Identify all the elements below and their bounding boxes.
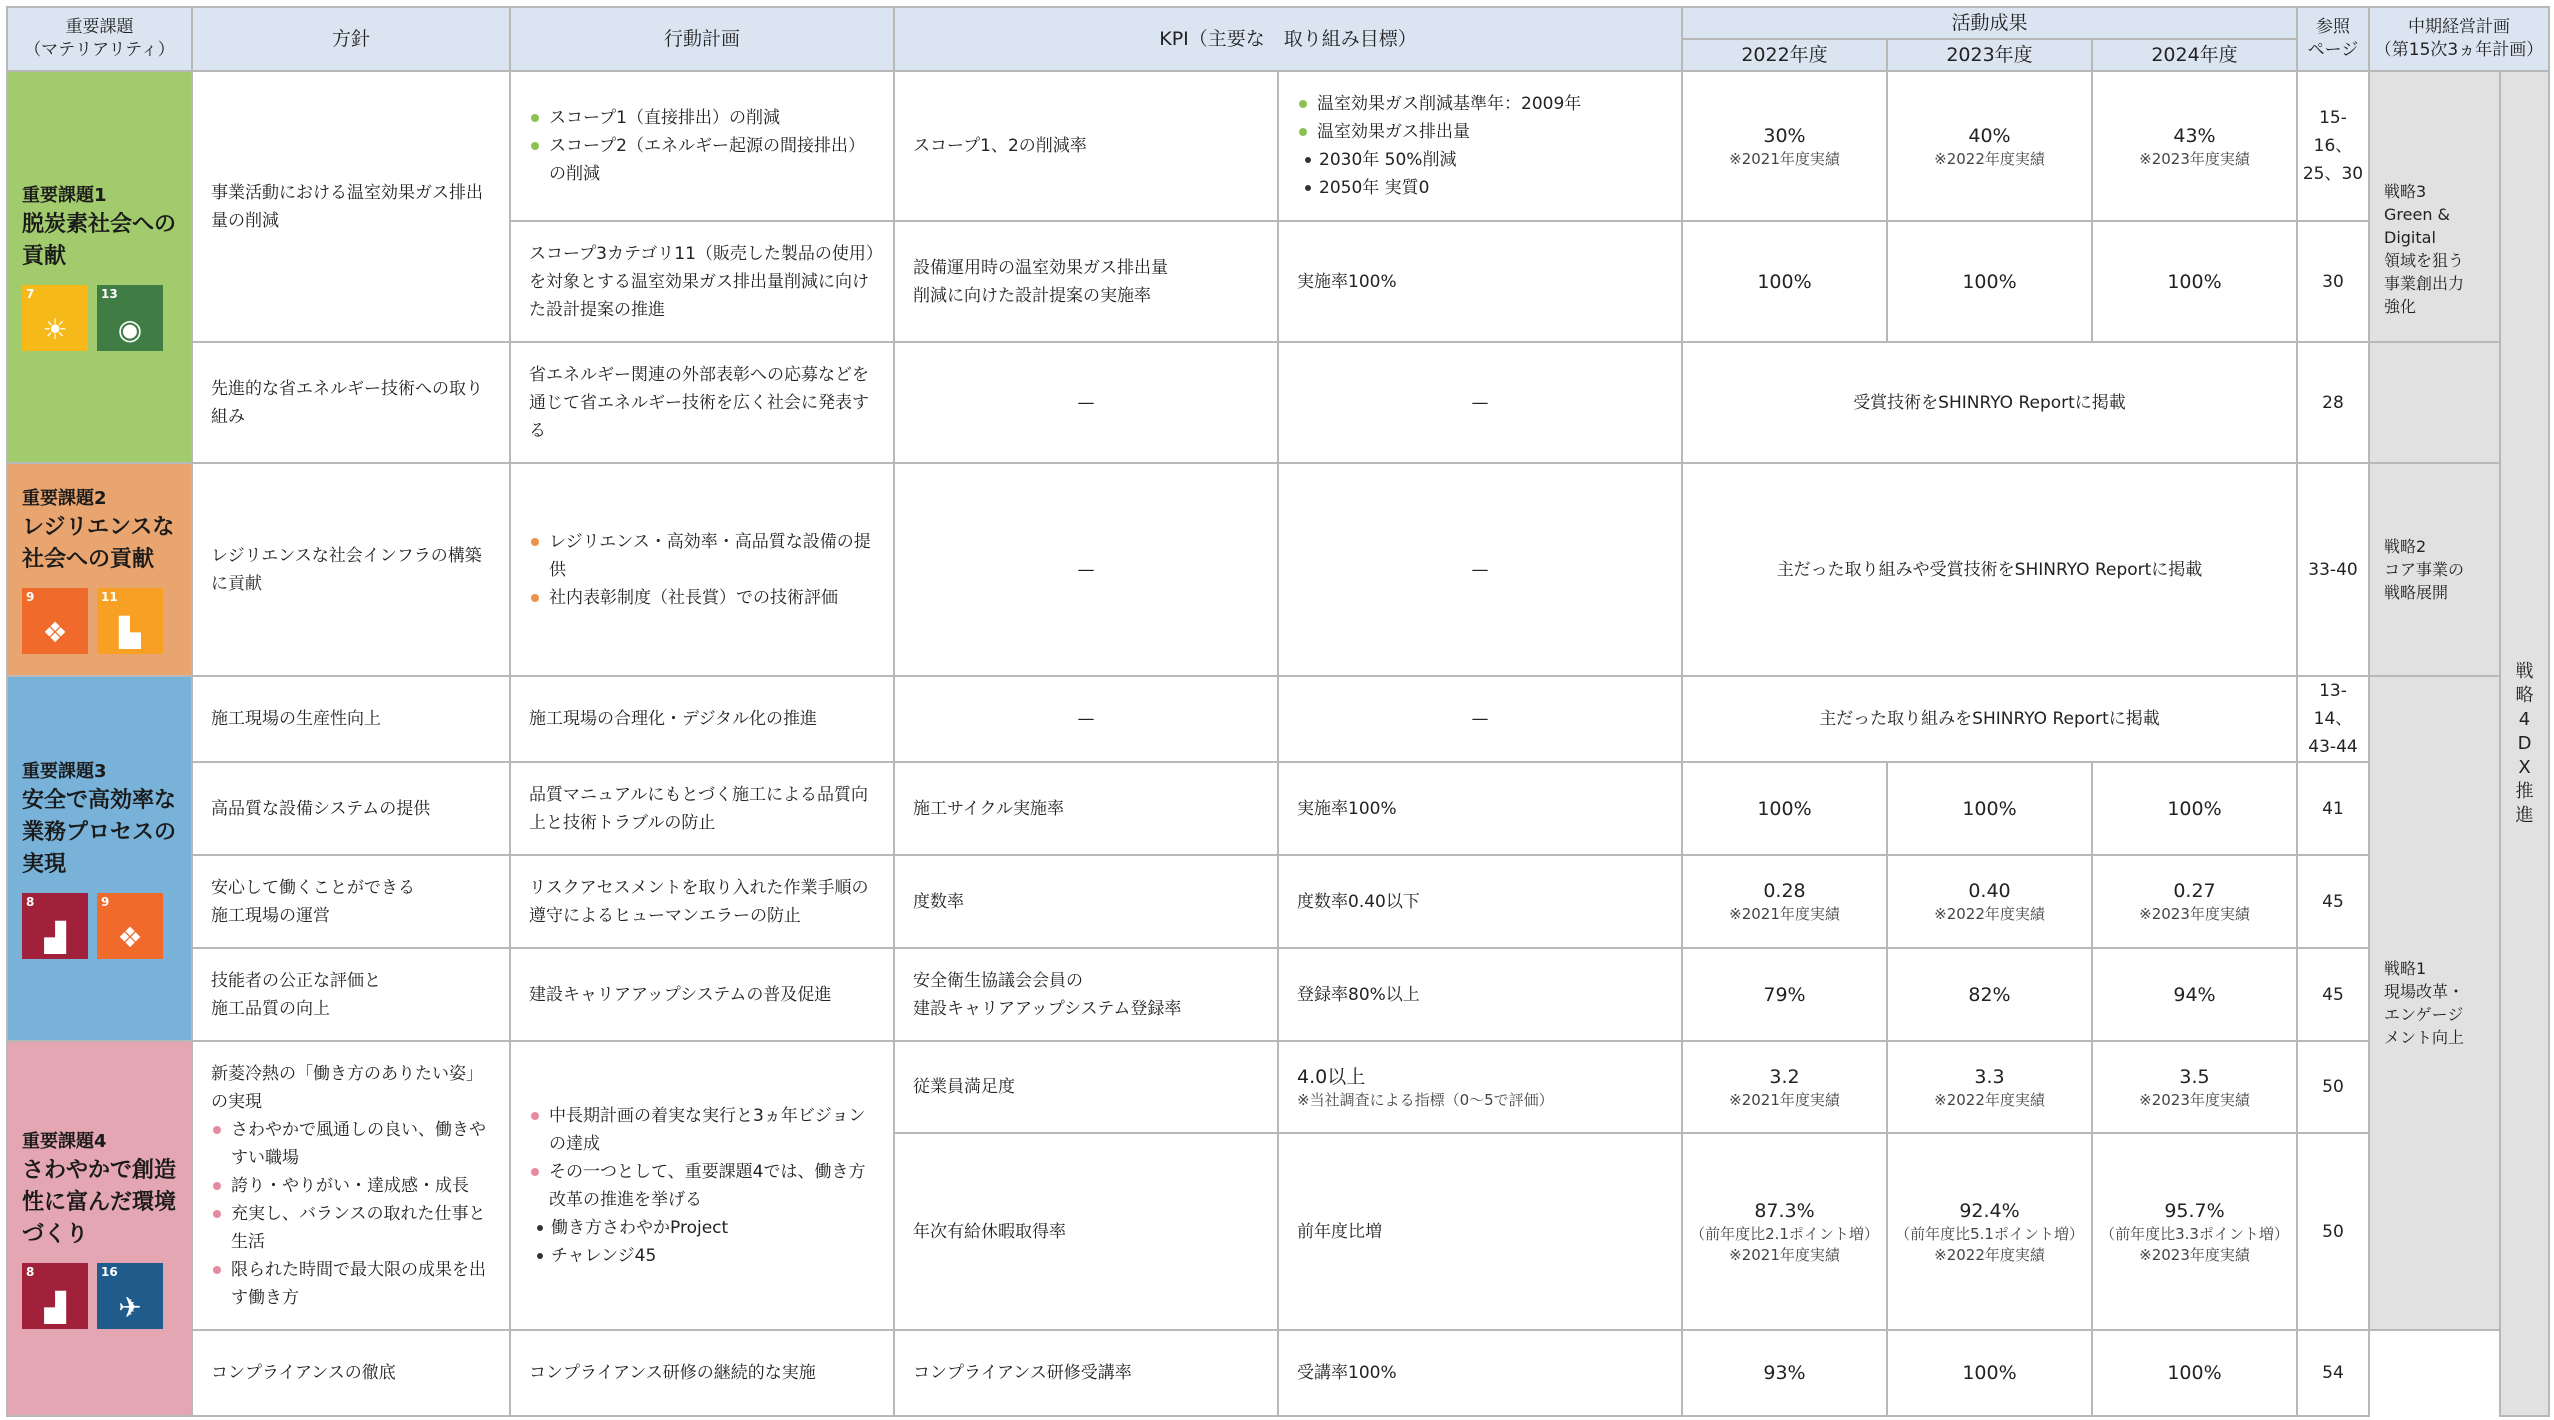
list-item: スコープ2（エネルギー起源の間接排出）の削減 (529, 132, 875, 188)
list-item: さわやかで風通しの良い、働きやすい職場 (211, 1116, 491, 1172)
list-item: 社内表彰制度（社長賞）での技術評価 (529, 584, 875, 612)
city-icon: ▙ (119, 615, 141, 649)
header-materiality: 重要課題 （マテリアリティ） (7, 7, 192, 71)
action-cell: 品質マニュアルにもとづく施工による品質向上と技術トラブルの防止 (510, 762, 894, 855)
kpi-cell: 度数率 (894, 855, 1278, 948)
ref-page: 45 (2297, 948, 2369, 1041)
sdg-9-icon: 9 ❖ (97, 893, 163, 959)
list-item: 2030年 50%削減 (1297, 146, 1663, 174)
ref-page: 50 (2297, 1041, 2369, 1133)
strategy-4: 戦略4 DX推進 (2500, 71, 2549, 1416)
result-merged: 主だった取り組みをSHINRYO Reportに掲載 (1682, 676, 2297, 762)
result-2024: 0.27 ※2023年度実績 (2092, 855, 2297, 948)
policy-cell: 技能者の公正な評価と 施工品質の向上 (192, 948, 510, 1041)
result-2024: 95.7% （前年度比3.3ポイント増） ※2023年度実績 (2092, 1133, 2297, 1330)
result-2024: 43% ※2023年度実績 (2092, 71, 2297, 221)
target-cell: 実施率100% (1278, 221, 1682, 342)
result-merged: 受賞技術をSHINRYO Reportに掲載 (1682, 342, 2297, 463)
result-2023: 3.3 ※2022年度実績 (1887, 1041, 2092, 1133)
header-action: 行動計画 (510, 7, 894, 71)
header-kpi: KPI（主要な 取り組み目標） (894, 7, 1682, 71)
materiality-title: さわやかで創造性に富んだ環境づくり (22, 1157, 177, 1247)
target-cell: 前年度比増 (1278, 1133, 1682, 1330)
sdg-9-icon: 9 ❖ (22, 588, 88, 654)
result-2022: 0.28 ※2021年度実績 (1682, 855, 1887, 948)
kpi-cell: 従業員満足度 (894, 1041, 1278, 1133)
strategy-2: 戦略2 コア事業の 戦略展開 (2369, 463, 2500, 676)
result-2022: 93% (1682, 1330, 1887, 1416)
materiality-title: 安全で高効率な業務プロセスの実現 (22, 787, 177, 877)
sdg-7-icon: 7 ☀ (22, 285, 88, 351)
result-2024: 100% (2092, 221, 2297, 342)
result-2023: 100% (1887, 762, 2092, 855)
policy-cell: コンプライアンスの徹底 (192, 1330, 510, 1416)
result-2022: 3.2 ※2021年度実績 (1682, 1041, 1887, 1133)
target-cell: 登録率80%以上 (1278, 948, 1682, 1041)
action-cell: 施工現場の合理化・デジタル化の推進 (510, 676, 894, 762)
materiality-label: 重要課題4 (22, 1130, 107, 1152)
policy-cell: 先進的な省エネルギー技術への取り組み (192, 342, 510, 463)
sdg-11-icon: 11 ▙ (97, 588, 163, 654)
ref-page: 45 (2297, 855, 2369, 948)
kpi-cell: コンプライアンス研修受講率 (894, 1330, 1278, 1416)
result-2022: 100% (1682, 762, 1887, 855)
result-2022: 100% (1682, 221, 1887, 342)
action-cell: 省エネルギー関連の外部表彰への応募などを通じて省エネルギー技術を広く社会に発表する (510, 342, 894, 463)
header-year-2022: 2022年度 (1682, 39, 1887, 71)
ref-page: 28 (2297, 342, 2369, 463)
result-2022: 30% ※2021年度実績 (1682, 71, 1887, 221)
result-2023: 92.4% （前年度比5.1ポイント増） ※2022年度実績 (1887, 1133, 2092, 1330)
result-2024: 3.5 ※2023年度実績 (2092, 1041, 2297, 1133)
result-2024: 100% (2092, 762, 2297, 855)
action-cell (510, 1041, 894, 1330)
sdg-icons (22, 1263, 181, 1329)
policy-cell: レジリエンスな社会インフラの構築に貢献 (192, 463, 510, 676)
kpi-cell: 年次有給休暇取得率 (894, 1133, 1278, 1330)
policy-cell: 新菱冷熱の「働き方のありたい姿」の実現 さわやかで風通しの良い、働きやすい職場 誇り・やりがい・達成感・成長 充実し、バランスの取れた仕事と生活 限られた時間で最大限の成果を出す働き方 (192, 1041, 510, 1330)
header-plan: 中期経営計画 （第15次3ヵ年計画） (2369, 7, 2549, 71)
sdg-16-icon: 16 ✈ (97, 1263, 163, 1329)
materiality-label: 重要課題1 (22, 185, 107, 206)
ref-page: 54 (2297, 1330, 2369, 1416)
target-cell: 受講率100% (1278, 1330, 1682, 1416)
target-cell: — (1278, 676, 1682, 762)
strategy-blank (2369, 342, 2500, 463)
kpi-cell: 施工サイクル実施率 (894, 762, 1278, 855)
list-item: 温室効果ガス削減基準年：2009年 (1297, 90, 1663, 118)
materiality-table (6, 6, 2550, 1417)
target-cell: — (1278, 463, 1682, 676)
result-2023: 100% (1887, 1330, 2092, 1416)
ref-page: 15-16、 25、30 (2297, 71, 2369, 221)
result-merged: 主だった取り組みや受賞技術をSHINRYO Reportに掲載 (1682, 463, 2297, 676)
result-2022: 79% (1682, 948, 1887, 1041)
list-item: その一つとして、重要課題4では、働き方改革の推進を挙げる (529, 1158, 875, 1214)
sdg-13-icon: 13 ◉ (97, 285, 163, 351)
strategy-3: 戦略3 Green & Digital 領域を狙う 事業創出力 強化 (2369, 71, 2500, 342)
list-item: チャレンジ45 (529, 1242, 875, 1270)
cubes-icon: ❖ (117, 920, 143, 954)
list-item: 温室効果ガス排出量 (1297, 118, 1663, 146)
list-item: 中長期計画の着実な実行と3ヵ年ビジョンの達成 (529, 1102, 875, 1158)
target-cell: 4.0以上 ※当社調査による指標（0〜5で評価） (1278, 1041, 1682, 1133)
target-cell (1278, 71, 1682, 221)
growth-chart-icon: ▟ (44, 920, 66, 954)
action-cell: コンプライアンス研修の継続的な実施 (510, 1330, 894, 1416)
policy-cell: 施工現場の生産性向上 (192, 676, 510, 762)
sdg-icons (22, 285, 181, 351)
list-item: 2050年 実質0 (1297, 174, 1663, 202)
ref-page: 13-14、 43-44 (2297, 676, 2369, 762)
sdg-8-icon: 8 ▟ (22, 1263, 88, 1329)
action-cell: 建設キャリアアップシステムの普及促進 (510, 948, 894, 1041)
policy-cell: 高品質な設備システムの提供 (192, 762, 510, 855)
sun-icon: ☀ (42, 313, 68, 346)
growth-chart-icon: ▟ (44, 1290, 66, 1324)
ref-page: 30 (2297, 221, 2369, 342)
list-item: レジリエンス・高効率・高品質な設備の提供 (529, 528, 875, 584)
ref-page: 33-40 (2297, 463, 2369, 676)
header-results: 活動成果 (1682, 7, 2297, 39)
kpi-cell: — (894, 676, 1278, 762)
kpi-cell: 安全衛生協議会会員の 建設キャリアアップシステム登録率 (894, 948, 1278, 1041)
sdg-icons (22, 893, 181, 959)
target-cell: 度数率0.40以下 (1278, 855, 1682, 948)
result-2023: 82% (1887, 948, 2092, 1041)
materiality-title: レジリエンスな社会への貢献 (22, 514, 175, 572)
dove-icon: ✈ (118, 1290, 142, 1324)
kpi-cell: 設備運用時の温室効果ガス排出量 削減に向けた設計提案の実施率 (894, 221, 1278, 342)
ref-page: 41 (2297, 762, 2369, 855)
header-year-2024: 2024年度 (2092, 39, 2297, 71)
action-cell: スコープ3カテゴリ11（販売した製品の使用）を対象とする温室効果ガス排出量削減に向けた設計提案の推進 (510, 221, 894, 342)
action-cell: リスクアセスメントを取り入れた作業手順の遵守によるヒューマンエラーの防止 (510, 855, 894, 948)
action-cell (510, 463, 894, 676)
list-item: 限られた時間で最大限の成果を出す働き方 (211, 1256, 491, 1312)
sdg-icons (22, 588, 181, 654)
list-item: 働き方さわやかProject (529, 1214, 875, 1242)
ref-page: 50 (2297, 1133, 2369, 1330)
cubes-icon: ❖ (42, 615, 68, 649)
materiality-title: 脱炭素社会への貢献 (22, 212, 177, 269)
header-year-2023: 2023年度 (1887, 39, 2092, 71)
policy-cell: 安心して働くことができる 施工現場の運営 (192, 855, 510, 948)
target-cell: — (1278, 342, 1682, 463)
materiality-2 (7, 463, 192, 676)
materiality-4 (7, 1041, 192, 1416)
list-item: 誇り・やりがい・達成感・成長 (211, 1172, 491, 1200)
result-2022: 87.3% （前年度比2.1ポイント増） ※2021年度実績 (1682, 1133, 1887, 1330)
materiality-label: 重要課題2 (22, 487, 107, 509)
result-2024: 94% (2092, 948, 2297, 1041)
materiality-1 (7, 71, 192, 463)
action-cell (510, 71, 894, 221)
list-item: 充実し、バランスの取れた仕事と生活 (211, 1200, 491, 1256)
target-cell: 実施率100% (1278, 762, 1682, 855)
header-ref: 参照 ページ (2297, 7, 2369, 71)
result-2023: 40% ※2022年度実績 (1887, 71, 2092, 221)
strategy-1: 戦略1 現場改革・ エンゲージ メント向上 (2369, 676, 2500, 1330)
result-2023: 0.40 ※2022年度実績 (1887, 855, 2092, 948)
kpi-cell: スコープ1、2の削減率 (894, 71, 1278, 221)
materiality-3 (7, 676, 192, 1041)
header-policy: 方針 (192, 7, 510, 71)
result-2024: 100% (2092, 1330, 2297, 1416)
eye-icon: ◉ (117, 313, 143, 346)
result-2023: 100% (1887, 221, 2092, 342)
list-item: スコープ1（直接排出）の削減 (529, 104, 875, 132)
sdg-8-icon: 8 ▟ (22, 893, 88, 959)
kpi-cell: — (894, 342, 1278, 463)
policy-cell: 事業活動における温室効果ガス排出量の削減 (192, 71, 510, 342)
materiality-label: 重要課題3 (22, 760, 107, 782)
kpi-cell: — (894, 463, 1278, 676)
